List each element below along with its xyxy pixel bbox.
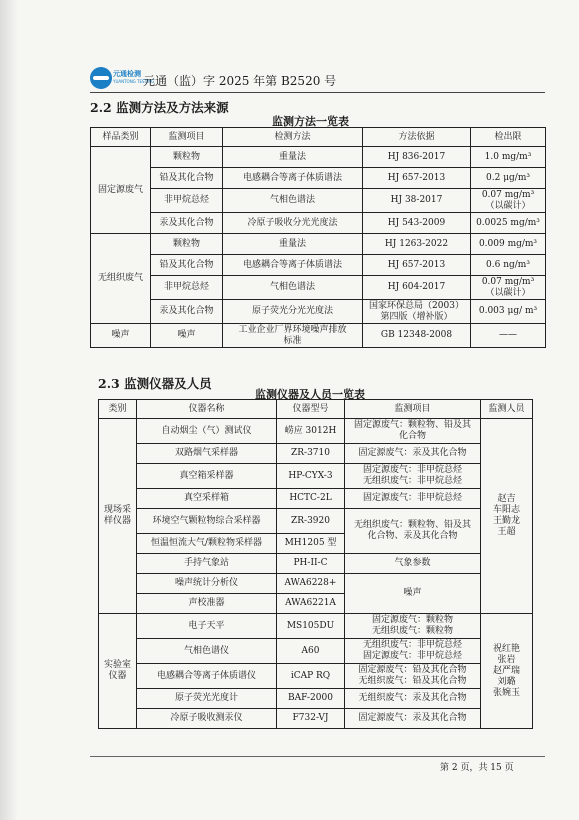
instrument-name: 恒温恒流大气/颗粒物采样器 — [137, 534, 277, 554]
monitoring-item: 无组织废气：汞及其化合物 — [345, 689, 481, 709]
instrument-name: 声校准器 — [137, 594, 277, 614]
methods-table — [90, 127, 546, 348]
monitoring-item: 固定源废气：颗粒物、铅及其 化合物 — [345, 419, 481, 444]
monitoring-item: 颗粒物 — [151, 147, 223, 168]
method-basis: HJ 657-2013 — [363, 255, 471, 276]
monitoring-item: 无组织废气：颗粒物、铅及其 化合物、汞及其化合物 — [345, 509, 481, 554]
instrument-model: AWA6228+ — [277, 574, 345, 594]
page-header — [90, 67, 550, 91]
instrument-model: ZR-3920 — [277, 509, 345, 534]
table-header-row — [91, 128, 546, 147]
table-row — [91, 168, 546, 189]
instrument-name: 环境空气颗粒物综合采样器 — [137, 509, 277, 534]
instrument-model: ZR-3710 — [277, 444, 345, 464]
table-row — [99, 664, 533, 689]
sample-category: 无组织废气 — [91, 234, 151, 324]
detection-limit: 0.0025 mg/m³ — [471, 213, 546, 234]
monitoring-item: 固定源废气：铅及其化合物 无组织废气：铅及其化合物 — [345, 664, 481, 689]
instrument-category: 实验室 仪器 — [99, 614, 137, 729]
monitoring-item: 铅及其化合物 — [151, 255, 223, 276]
column-header: 检出限 — [471, 128, 546, 147]
detection-limit: 0.2 μg/m³ — [471, 168, 546, 189]
table-row — [99, 574, 533, 594]
column-header: 样品类别 — [91, 128, 151, 147]
detection-limit: —— — [471, 324, 546, 348]
table-row — [99, 709, 533, 729]
personnel: 祝红艳 张岩 赵严瑞 刘璐 张婉玉 — [481, 614, 533, 729]
test-method: 电感耦合等离子体质谱法 — [223, 168, 363, 189]
instrument-name: 手持气象站 — [137, 554, 277, 574]
instrument-model: PH-II-C — [277, 554, 345, 574]
test-method: 冷原子吸收分光光度法 — [223, 213, 363, 234]
method-basis: GB 12348-2008 — [363, 324, 471, 348]
table-row — [99, 554, 533, 574]
instrument-name: 自动烟尘（气）测试仪 — [137, 419, 277, 444]
test-method: 电感耦合等离子体质谱法 — [223, 255, 363, 276]
method-basis: HJ 38-2017 — [363, 189, 471, 213]
monitoring-item: 固定源废气：汞及其化合物 — [345, 709, 481, 729]
methods-table-title: 监测方法一览表 — [272, 115, 349, 128]
test-method: 工业企业厂界环境噪声排放 标准 — [223, 324, 363, 348]
instruments-table — [98, 399, 533, 729]
table-row — [99, 444, 533, 464]
test-method: 气相色谱法 — [223, 189, 363, 213]
logo-name: 元通检测 — [113, 70, 141, 78]
table-row — [91, 276, 546, 300]
monitoring-item: 固定源废气：汞及其化合物 — [345, 444, 481, 464]
table-row — [91, 234, 546, 255]
detection-limit: 0.07 mg/m³ （以碳计） — [471, 276, 546, 300]
instrument-name: 气相色谱仪 — [137, 639, 277, 664]
method-basis: 国家环保总局（2003） 第四版（增补版） — [363, 300, 471, 324]
column-header: 监测项目 — [151, 128, 223, 147]
detection-limit: 0.6 ng/m³ — [471, 255, 546, 276]
monitoring-item: 固定源废气：非甲烷总烃 无组织废气：非甲烷总烃 — [345, 464, 481, 489]
instrument-name: 噪声统计分析仪 — [137, 574, 277, 594]
instrument-model: AWA6221A — [277, 594, 345, 614]
monitoring-item: 非甲烷总烃 — [151, 189, 223, 213]
table-row — [99, 489, 533, 509]
table-row — [91, 189, 546, 213]
method-basis: HJ 1263-2022 — [363, 234, 471, 255]
table-row — [99, 419, 533, 444]
instruments-table-title: 监测仪器及人员一览表 — [255, 388, 365, 401]
instrument-model: MS105DU — [277, 614, 345, 639]
method-basis: HJ 836-2017 — [363, 147, 471, 168]
personnel: 赵吉 车阳志 王勤龙 王超 — [481, 419, 533, 614]
instrument-name: 电感耦合等离子体质谱仪 — [137, 664, 277, 689]
instrument-name: 原子荧光光度计 — [137, 689, 277, 709]
monitoring-item: 噪声 — [151, 324, 223, 348]
page-number: 第 2 页，共 15 页 — [440, 763, 514, 773]
section-title-methods: 2.2 监测方法及方法来源 — [90, 100, 229, 115]
test-method: 原子荧光分光光度法 — [223, 300, 363, 324]
table-row — [99, 689, 533, 709]
column-header: 仪器名称 — [137, 400, 277, 419]
instrument-model: BAF-2000 — [277, 689, 345, 709]
section-title-instruments: 2.3 监测仪器及人员 — [98, 376, 212, 391]
sample-category: 固定源废气 — [91, 147, 151, 234]
detection-limit: 0.07 mg/m³ （以碳计） — [471, 189, 546, 213]
monitoring-item: 汞及其化合物 — [151, 300, 223, 324]
test-method: 气相色谱法 — [223, 276, 363, 300]
header-divider — [90, 92, 545, 93]
test-method: 重量法 — [223, 234, 363, 255]
instrument-name: 冷原子吸收测汞仪 — [137, 709, 277, 729]
instrument-model: iCAP RQ — [277, 664, 345, 689]
column-header: 监测人员 — [481, 400, 533, 419]
instrument-name: 电子天平 — [137, 614, 277, 639]
instrument-model: MH1205 型 — [277, 534, 345, 554]
table-header-row — [99, 400, 533, 419]
table-row — [91, 300, 546, 324]
table-row — [99, 639, 533, 664]
logo-subtitle: YUANTONG TESTING — [113, 79, 155, 84]
instrument-name: 真空箱采样器 — [137, 464, 277, 489]
detection-limit: 0.003 μg/ m³ — [471, 300, 546, 324]
table-row — [99, 509, 533, 534]
instrument-model: HP-CYX-3 — [277, 464, 345, 489]
instrument-name: 真空采样箱 — [137, 489, 277, 509]
detection-limit: 0.009 mg/m³ — [471, 234, 546, 255]
document-number: 元通（监）字 2025 年第 B2520 号 — [143, 74, 337, 88]
test-method: 重量法 — [223, 147, 363, 168]
detection-limit: 1.0 mg/m³ — [471, 147, 546, 168]
table-row — [91, 255, 546, 276]
column-header: 类别 — [99, 400, 137, 419]
table-row — [91, 324, 546, 348]
monitoring-item: 噪声 — [345, 574, 481, 614]
table-row — [99, 464, 533, 489]
instrument-model: F732-VJ — [277, 709, 345, 729]
monitoring-item: 无组织废气：非甲烷总烃 固定源废气：非甲烷总烃 — [345, 639, 481, 664]
monitoring-item: 非甲烷总烃 — [151, 276, 223, 300]
table-row — [99, 614, 533, 639]
company-logo — [90, 67, 155, 91]
column-header: 仪器型号 — [277, 400, 345, 419]
column-header: 监测项目 — [345, 400, 481, 419]
monitoring-item: 颗粒物 — [151, 234, 223, 255]
instrument-model: A60 — [277, 639, 345, 664]
instrument-name: 双路烟气采样器 — [137, 444, 277, 464]
instrument-category: 现场采 样仪器 — [99, 419, 137, 614]
footer-divider — [90, 756, 545, 757]
monitoring-item: 气象参数 — [345, 554, 481, 574]
monitoring-item: 铅及其化合物 — [151, 168, 223, 189]
sample-category: 噪声 — [91, 324, 151, 348]
column-header: 检测方法 — [223, 128, 363, 147]
monitoring-item: 固定源废气：非甲烷总烃 — [345, 489, 481, 509]
table-row — [91, 213, 546, 234]
instrument-model: HCTC-2L — [277, 489, 345, 509]
table-row — [91, 147, 546, 168]
monitoring-item: 汞及其化合物 — [151, 213, 223, 234]
method-basis: HJ 604-2017 — [363, 276, 471, 300]
instrument-model: 崂应 3012H — [277, 419, 345, 444]
column-header: 方法依据 — [363, 128, 471, 147]
method-basis: HJ 543-2009 — [363, 213, 471, 234]
logo-icon — [90, 67, 112, 89]
method-basis: HJ 657-2013 — [363, 168, 471, 189]
monitoring-item: 固定源废气：颗粒物 无组织废气：颗粒物 — [345, 614, 481, 639]
